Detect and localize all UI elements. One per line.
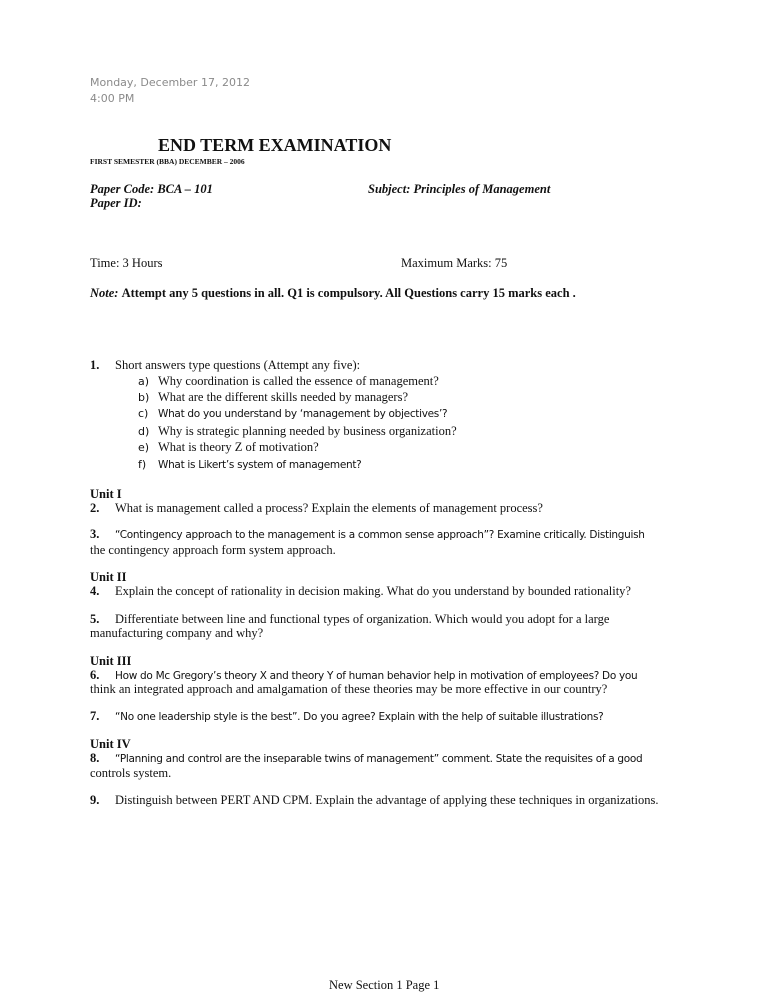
question-2 <box>90 500 543 516</box>
paper-id: Paper ID: <box>90 196 142 210</box>
item-letter: a) <box>138 375 150 388</box>
q1-item-e <box>138 439 319 456</box>
question-4 <box>90 583 631 599</box>
time-stamp: 4:00 PM <box>90 92 135 105</box>
question-7 <box>90 708 603 725</box>
question-text: Short answers type questions (Attempt any five): <box>115 358 361 372</box>
subject: Subject: Principles of Management <box>368 182 551 196</box>
item-letter: d) <box>138 425 150 438</box>
question-3-line2: the contingency approach form system approach. <box>90 543 336 557</box>
question-number: 1. <box>90 358 100 372</box>
question-3 <box>90 526 645 543</box>
question-number: 8. <box>90 751 100 765</box>
question-1 <box>90 357 360 373</box>
question-number: 5. <box>90 612 100 626</box>
question-8 <box>90 750 642 767</box>
question-6-line2: think an integrated approach and amalgamation of these theories may be more effective in our country? <box>90 682 608 696</box>
item-letter: c) <box>138 407 149 420</box>
question-text-line1: How do Mc Gregory’s theory X and theory Y of human behavior help in motivation of employees? Do you <box>115 670 638 682</box>
unit-3-heading: Unit III <box>90 654 132 668</box>
item-text: What do you understand by ‘management by objectives’? <box>158 408 448 420</box>
page-footer: New Section 1 Page 1 <box>329 978 440 992</box>
q1-item-b <box>138 389 408 406</box>
q1-item-d <box>138 423 457 440</box>
question-9 <box>90 792 659 808</box>
question-text-line1: Differentiate between line and functional types of organization. Which would you adopt for a large <box>115 612 610 626</box>
note-label: Note: <box>90 286 119 300</box>
question-number: 9. <box>90 793 100 807</box>
question-8-line2: controls system. <box>90 766 172 780</box>
question-text: “No one leadership style is the best”. Do you agree? Explain with the help of suitable illustrations? <box>115 711 604 723</box>
unit-2-heading: Unit II <box>90 570 127 584</box>
question-number: 3. <box>90 527 100 541</box>
unit-1-heading: Unit I <box>90 487 122 501</box>
item-text: What is Likert’s system of management? <box>158 459 362 471</box>
q1-item-a <box>138 373 439 390</box>
question-5-line2: manufacturing company and why? <box>90 626 264 640</box>
item-letter: e) <box>138 441 150 454</box>
note-text: Attempt any 5 questions in all. Q1 is compulsory. All Questions carry 15 marks each . <box>121 286 576 300</box>
question-number: 4. <box>90 584 100 598</box>
exam-time: Time: 3 Hours <box>90 256 163 270</box>
item-text: Why is strategic planning needed by business organization? <box>158 424 457 438</box>
question-text: What is management called a process? Explain the elements of management process? <box>115 501 543 515</box>
question-text: Distinguish between PERT AND CPM. Explain the advantage of applying these techniques in organizations. <box>115 793 659 807</box>
q1-item-c <box>138 405 447 422</box>
item-letter: b) <box>138 391 150 404</box>
question-text-line1: “Planning and control are the inseparable twins of management” comment. State the requisites of a good <box>115 753 643 765</box>
date-stamp: Monday, December 17, 2012 <box>90 76 250 89</box>
q1-item-f <box>138 456 361 473</box>
unit-4-heading: Unit IV <box>90 737 131 751</box>
item-text: What is theory Z of motivation? <box>158 440 319 454</box>
semester-line: FIRST SEMESTER (BBA) DECEMBER – 2006 <box>90 157 245 166</box>
item-letter: f) <box>138 458 147 471</box>
max-marks: Maximum Marks: 75 <box>401 256 508 270</box>
question-text-line1: “Contingency approach to the management is a common sense approach”? Examine critically. Distinguish <box>115 529 645 541</box>
item-text: Why coordination is called the essence of management? <box>158 374 439 388</box>
item-text: What are the different skills needed by managers? <box>158 390 409 404</box>
question-number: 7. <box>90 709 100 723</box>
question-number: 6. <box>90 668 100 682</box>
question-text: Explain the concept of rationality in decision making. What do you understand by bounded rationality? <box>115 584 631 598</box>
paper-code: Paper Code: BCA – 101 <box>90 182 213 196</box>
exam-title: END TERM EXAMINATION <box>158 135 392 155</box>
question-number: 2. <box>90 501 100 515</box>
note <box>90 286 576 301</box>
